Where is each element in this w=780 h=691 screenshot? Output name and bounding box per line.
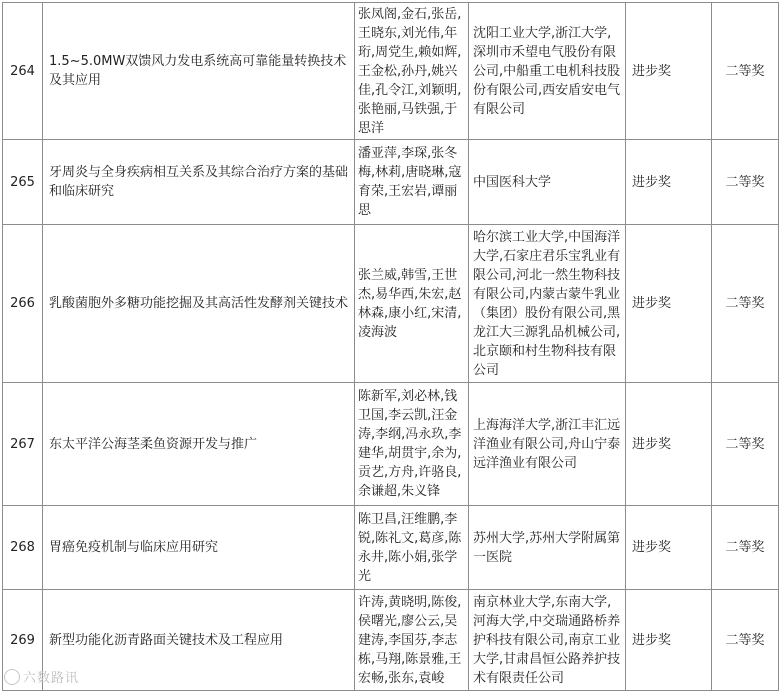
- watermark: [4, 667, 79, 686]
- awards-table: [2, 2, 779, 691]
- project-units: 苏州大学,苏州大学附属第一医院: [469, 506, 626, 590]
- project-members: 张凤阁,金石,张岳,王晓东,刘光伟,年珩,周党生,赖如辉,王金松,孙丹,姚兴佳,孔令江,刘颖明,张艳丽,马铁强,于思洋: [355, 3, 469, 140]
- project-name: 1.5~5.0MW双馈风力发电系统高可靠能量转换技术及其应用: [43, 3, 355, 140]
- row-number: 269: [3, 590, 43, 691]
- row-number: 265: [3, 140, 43, 225]
- project-name: 乳酸菌胞外多糖功能挖掘及其高活性发酵剂关键技术: [43, 225, 355, 383]
- project-units: 哈尔滨工业大学,中国海洋大学,石家庄君乐宝乳业有限公司,河北一然生物科技有限公司,内蒙古蒙牛乳业（集团）股份有限公司,黑龙江大三源乳品机械公司,北京颐和村生物科技有限公司: [469, 225, 626, 383]
- watermark-logo-icon: [4, 669, 20, 685]
- award-level: 二等奖: [712, 506, 779, 590]
- row-number: 264: [3, 3, 43, 140]
- project-units: 南京林业大学,东南大学,河海大学,中交瑞通路桥养护科技有限公司,南京工业大学,甘肃昌恒公路养护技术有限责任公司: [469, 590, 626, 691]
- project-name: 牙周炎与全身疾病相互关系及其综合治疗方案的基础和临床研究: [43, 140, 355, 225]
- watermark-text: 六数路讯: [23, 671, 80, 686]
- award-level: 二等奖: [712, 383, 779, 506]
- award-category: 进步奖: [626, 3, 712, 140]
- award-category: 进步奖: [626, 590, 712, 691]
- table-row: [3, 3, 779, 140]
- table-row: [3, 383, 779, 506]
- table-row: [3, 140, 779, 225]
- award-category: 进步奖: [626, 383, 712, 506]
- project-name: 东太平洋公海茎柔鱼资源开发与推广: [43, 383, 355, 506]
- award-category: 进步奖: [626, 225, 712, 383]
- award-level: 二等奖: [712, 225, 779, 383]
- table-row: [3, 590, 779, 691]
- table-row: [3, 506, 779, 590]
- project-members: 陈新军,刘必林,钱卫国,李云凯,汪金涛,李纲,冯永玖,李建华,胡贯宇,余为,贡艺,方舟,许骆良,余谦超,朱义锋: [355, 383, 469, 506]
- project-members: 张兰威,韩雪,王世杰,易华西,朱宏,赵林森,康小红,宋清,凌海波: [355, 225, 469, 383]
- award-level: 二等奖: [712, 590, 779, 691]
- project-units: 上海海洋大学,浙江丰汇远洋渔业有限公司,舟山宁泰远洋渔业有限公司: [469, 383, 626, 506]
- row-number: 268: [3, 506, 43, 590]
- project-units: 沈阳工业大学,浙江大学,深圳市禾望电气股份有限公司,中船重工电机科技股份有限公司,西安盾安电气有限公司: [469, 3, 626, 140]
- award-level: 二等奖: [712, 140, 779, 225]
- award-category: 进步奖: [626, 140, 712, 225]
- row-number: 267: [3, 383, 43, 506]
- row-number: 266: [3, 225, 43, 383]
- project-name: 胃癌免疫机制与临床应用研究: [43, 506, 355, 590]
- table-row: [3, 225, 779, 383]
- project-members: 陈卫昌,汪维鹏,李锐,陈礼文,葛彦,陈永井,陈小娟,张学光: [355, 506, 469, 590]
- award-category: 进步奖: [626, 506, 712, 590]
- award-level: 二等奖: [712, 3, 779, 140]
- project-units: 中国医科大学: [469, 140, 626, 225]
- project-members: 许涛,黄晓明,陈俊,侯曙光,廖公云,吴建涛,李国芬,李志栋,马翔,陈景雅,王宏畅,张东,袁峻: [355, 590, 469, 691]
- project-members: 潘亚萍,李琛,张冬梅,林莉,唐晓琳,寇育荣,王宏岩,谭丽思: [355, 140, 469, 225]
- project-name: 新型功能化沥青路面关键技术及工程应用: [43, 590, 355, 691]
